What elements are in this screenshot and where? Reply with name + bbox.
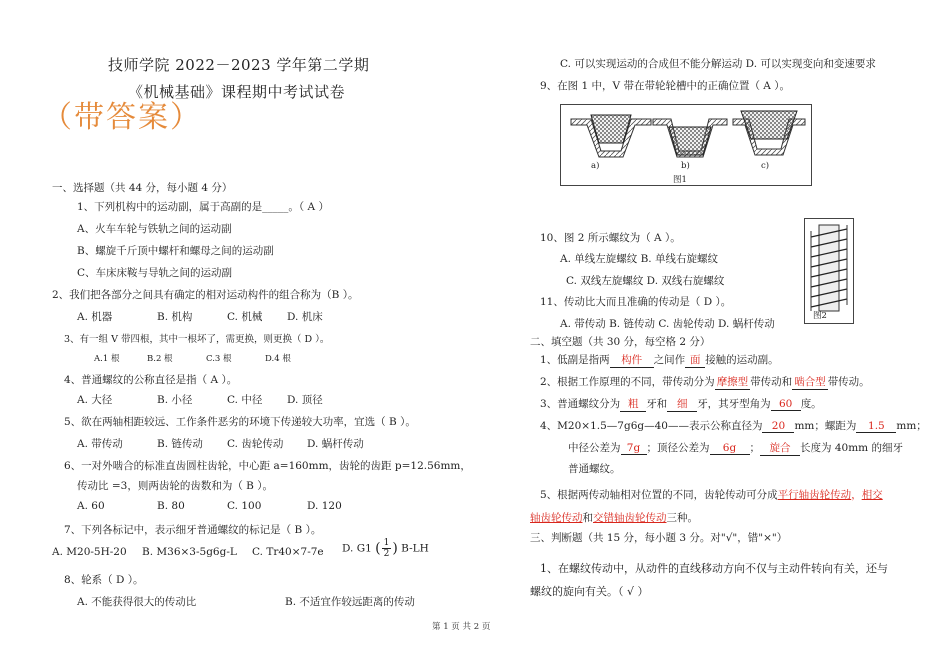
fill-3 [540, 396, 822, 412]
f4-answer-1: 20 [762, 420, 794, 433]
q2-opt-d: D. 机床 [287, 311, 323, 323]
q11: 11、传动比大而且准确的传动是（ D ）。 [540, 296, 732, 308]
q6-opt-d: D. 120 [307, 500, 342, 512]
f1-pre: 1、低副是指两 [540, 354, 610, 366]
q7: 7、下列各标记中，表示细牙普通螺纹的标记是（ B ）。 [64, 524, 322, 536]
figure-2-drawing [805, 219, 853, 323]
q4-opt-d: D. 顶径 [287, 394, 323, 406]
f5-comma: ， [851, 489, 862, 501]
f3-pre: 3、普通螺纹分为 [540, 398, 621, 410]
q1-option-a: A、火车车轮与铁轨之间的运动副 [77, 223, 232, 235]
f3-post: 度。 [800, 398, 822, 410]
q8-opt-a: A. 不能获得很大的传动比 [77, 596, 197, 608]
f1-post: 接触的运动副。 [705, 354, 779, 366]
q2: 2、我们把各部分之间具有确定的相对运动构件的组合称为（B ）。 [52, 289, 359, 301]
q1: 1、下列机构中的运动副，属于高副的是_____。（ A ） [77, 201, 329, 213]
f5-answer-2a: 相交 [861, 489, 883, 501]
q1-option-b: B、螺旋千斤顶中螺杆和螺母之间的运动副 [77, 245, 274, 257]
f4-l2-m2: ； [749, 442, 760, 454]
paren-open: ( [375, 540, 381, 557]
f1-answer-1: 构件 [610, 352, 654, 368]
f2-answer-2: 啮合型 [794, 376, 826, 388]
f5-answer-3: 交错轴齿轮传动 [593, 512, 667, 524]
judge-1-line2: 螺纹的旋向有关。（ √ ） [530, 585, 649, 598]
section1-heading: 一、选择题（共 44 分，每小题 4 分） [52, 182, 233, 194]
q3-opt-c: C.3 根 [206, 354, 232, 364]
q6-line2: 传动比 =3，则两齿轮的齿数和为（ B ）。 [77, 480, 273, 492]
q5-opt-a: A. 带传动 [77, 438, 123, 450]
q10: 10、图 2 所示螺纹为（ A ）。 [540, 232, 681, 244]
q7-opt-d-tail: B-LH [401, 542, 429, 555]
f4-answer-5: 旋合 [760, 440, 800, 456]
q3: 3、有一组 V 带四根，其中一根坏了，需更换，则更换（ D ）。 [64, 334, 330, 345]
f4-l2-post: 长度为 40mm 的细牙 [800, 442, 903, 454]
fill-2 [540, 374, 870, 390]
fill-5 [540, 487, 883, 502]
f4-l2-m1: ；顶径公差为 [646, 442, 710, 454]
q3-opt-a: A.1 根 [94, 354, 120, 364]
f5-pre: 5、根据两传动轴相对位置的不同，齿轮传动可分成 [540, 489, 778, 501]
fill-5-line2 [530, 510, 698, 525]
f4-answer-2: 1.5 [856, 420, 896, 433]
f4-l2-pre: 中径公差为 [568, 442, 621, 454]
fraction [382, 538, 392, 559]
fraction-num: 1 [383, 538, 390, 548]
q8-opt-b: B. 不适宜作较远距离的传动 [285, 596, 415, 608]
q6-opt-b: B. 80 [157, 500, 185, 512]
q4-opt-a: A. 大径 [77, 394, 113, 406]
q6-opt-c: C. 100 [227, 500, 262, 512]
q7-opt-b: B. M36×3-5g6g-L [142, 546, 237, 558]
f2-post: 带传动。 [827, 376, 870, 388]
f3-m2: 牙，其牙型角为 [697, 398, 771, 410]
f4-pre: 4、M20×1.5—7g6g—40——表示公称直径为 [540, 420, 763, 432]
q7-opt-c: C. Tr40×7-7e [252, 546, 324, 558]
q4-opt-c: C. 中径 [227, 394, 263, 406]
q1-option-c: C、车床床鞍与导轨之间的运动副 [77, 267, 233, 279]
q11-opts: A. 带传动 B. 链传动 C. 齿轮传动 D. 蜗杆传动 [560, 318, 775, 330]
fill-1 [540, 352, 779, 368]
f4-answer-4: 6g [710, 442, 750, 455]
q9: 9、在图 1 中，V 带在带轮轮槽中的正确位置（ A ）。 [540, 80, 790, 92]
f3-m1: 牙和 [646, 398, 668, 410]
q7-opt-d-label: D. G1 [342, 542, 372, 555]
q5: 5、欲在两轴相距较远、工作条件恶劣的环境下传递较大功率，宜选（ B ）。 [64, 416, 416, 428]
f3-answer-1: 粗 [620, 396, 646, 412]
q2-opt-c: C. 机械 [227, 311, 263, 323]
q7-opt-d [342, 538, 429, 559]
f4-post1: mm； [896, 420, 927, 432]
q5-opt-b: B. 链传动 [157, 438, 203, 450]
fill-4-line2 [568, 440, 903, 456]
q4-opt-b: B. 小径 [157, 394, 193, 406]
f4-m1: mm；螺距为 [794, 420, 857, 432]
paren-close: ) [392, 540, 398, 557]
q10-opts-line2: C. 双线左旋螺纹 D. 双线右旋螺纹 [566, 275, 725, 287]
q6-opt-a: A. 60 [77, 500, 105, 512]
q8-opt-cd: C. 可以实现运动的合成但不能分解运动 D. 可以实现变向和变速要求 [560, 58, 876, 70]
f2-mid: 带传动和 [750, 376, 793, 388]
q3-opt-d: D.4 根 [265, 354, 291, 364]
f1-mid: 之间作 [653, 354, 686, 366]
fig2-caption: 图2 [813, 311, 827, 321]
f4-answer-3: 7g [621, 442, 647, 455]
section2-heading: 二、填空题（共 30 分，每空格 2 分） [530, 336, 711, 348]
f5-answer-1: 平行轴齿轮传动 [777, 489, 852, 501]
f5-answer-2b: 轴齿轮传动 [530, 512, 583, 524]
f1-answer-2: 面 [685, 352, 705, 368]
f5-post: 三种。 [666, 512, 698, 524]
q10-opts-line1: A. 单线左旋螺纹 B. 单线右旋螺纹 [560, 253, 718, 265]
fig1-label-b: b) [681, 161, 690, 171]
fig1-label-c: c) [761, 161, 770, 171]
title-line1: 技师学院 2022－2023 学年第二学期 [108, 56, 370, 74]
fraction-den: 2 [383, 549, 390, 559]
f5-and: 和 [582, 512, 593, 524]
q5-opt-d: D. 蜗杆传动 [307, 438, 364, 450]
q8: 8、轮系（ D ）。 [64, 574, 144, 586]
q6: 6、一对外啮合的标准直齿圆柱齿轮，中心距 a=160mm，齿轮的齿距 p=12.56mm， [64, 460, 471, 472]
page-footer: 第 1 页 共 2 页 [432, 622, 491, 632]
q5-opt-c: C. 齿轮传动 [227, 438, 284, 450]
figure-2 [804, 218, 854, 324]
section3-heading: 三、判断题（共 15 分，每小题 3 分。对"√"，错"×"） [530, 532, 788, 544]
f3-answer-3: 60 [771, 398, 801, 411]
fig1-caption: 图1 [673, 175, 687, 185]
f3-answer-2: 细 [667, 396, 697, 412]
figure-1 [560, 104, 812, 186]
fig1-label-a: a) [591, 161, 600, 171]
q2-opt-a: A. 机器 [77, 311, 113, 323]
fill-4 [540, 418, 927, 433]
q4: 4、普通螺纹的公称直径是指（ A ）。 [64, 374, 238, 386]
q2-opt-b: B. 机构 [157, 311, 193, 323]
judge-1-line1: 1、在螺纹传动中，从动件的直线移动方向不仅与主动件转向有关，还与 [540, 562, 888, 575]
fill-4-line3: 普通螺纹。 [568, 463, 621, 475]
q7-opt-a: A. M20-5H-20 [52, 546, 127, 558]
q3-opt-b: B.2 根 [147, 354, 173, 364]
f2-answer-1: 摩擦型 [716, 376, 749, 388]
f2-pre: 2、根据工作原理的不同，带传动分为 [540, 376, 715, 388]
answer-stamp: （带答案） [42, 100, 202, 135]
title-line2: 《机械基础》课程期中考试试卷 [128, 83, 346, 101]
